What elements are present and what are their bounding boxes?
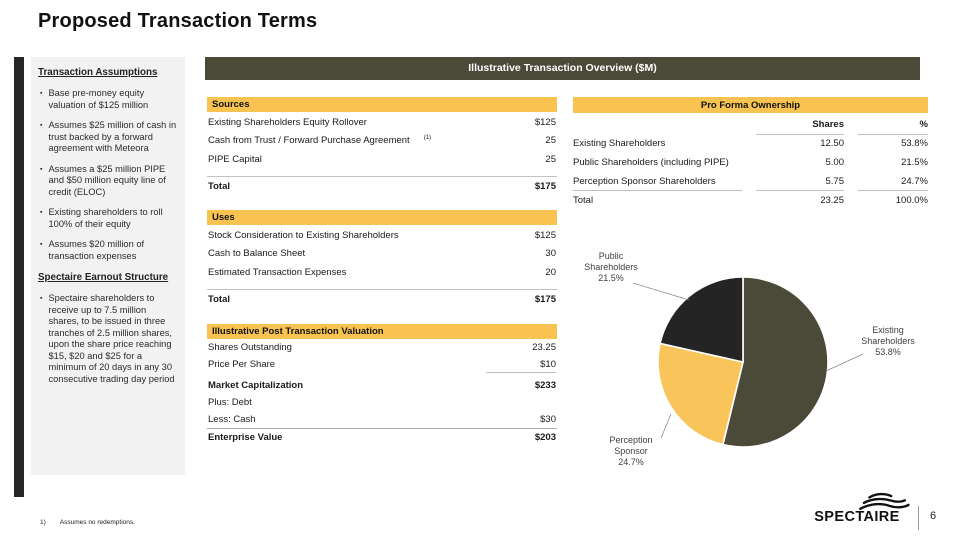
row-label: Public Shareholders (including PIPE) (573, 156, 729, 168)
row-label: Perception Sponsor Shareholders (573, 175, 716, 187)
table-row (207, 356, 557, 376)
list-item: ▪ Assumes $20 million of transaction expenses (38, 239, 178, 262)
table-row (207, 112, 557, 131)
uses-table (207, 210, 557, 309)
footnote-number: 1) (40, 519, 46, 526)
row-label: Cash to Balance Sheet (208, 248, 306, 259)
row-label: Existing Shareholders (573, 138, 666, 150)
row-label: Market Capitalization (208, 379, 304, 391)
sidebar-heading-assumptions: Transaction Assumptions (38, 67, 158, 78)
row-value: $30 (540, 413, 556, 425)
total-label: Total (208, 180, 230, 192)
ownership-pie-chart (575, 243, 940, 488)
table-row (207, 394, 557, 411)
row-value: 20 (545, 266, 556, 278)
table-row (207, 131, 557, 150)
list-item: ▪ Spectaire shareholders to receive up to 7.5 million shares, to be issued in three tranches of 2.5 million shares, upon the share price reaching $15, $20 and $25 for a minimum of 20 days in any 30 consecutive trading day period (38, 293, 178, 385)
footnote-marker: (1) (423, 135, 432, 141)
total-label: Total (573, 190, 742, 210)
row-shares: 5.75 (825, 175, 844, 187)
sidebar-heading-earnout: Spectaire Earnout Structure (38, 272, 169, 283)
row-shares: 5.00 (825, 156, 844, 168)
uses-header: Uses (207, 210, 557, 225)
row-label: Cash from Trust / Forward Purchase Agreement (208, 135, 410, 147)
table-row (207, 225, 557, 244)
row-label: Estimated Transaction Expenses (208, 266, 347, 278)
row-label: Plus: Debt (208, 396, 252, 408)
column-header-pct: % (858, 115, 928, 135)
list-item: ▪ Assumes $25 million of cash in trust backed by a forward agreement with Meteora (38, 120, 178, 155)
table-row (207, 149, 557, 168)
total-value: $175 (534, 180, 556, 192)
table-row (207, 376, 557, 393)
pie-label-perception: Perception Sponsor 24.7% (609, 435, 653, 467)
row-pct: 21.5% (901, 156, 928, 168)
list-item: ▪ Assumes a $25 million PIPE and $50 million equity line of credit (ELOC) (38, 164, 178, 199)
page-divider (918, 506, 919, 530)
table-row (207, 262, 557, 281)
page-title: Proposed Transaction Terms (38, 10, 318, 32)
row-value: $125 (534, 116, 556, 128)
valuation-header: Illustrative Post Transaction Valuation (207, 324, 557, 339)
sources-table (207, 97, 557, 196)
table-row (207, 411, 557, 428)
row-pct: 53.8% (901, 138, 928, 150)
row-label: PIPE Capital (208, 153, 262, 165)
page-number: 6 (930, 510, 937, 522)
uses-total-row (207, 289, 557, 309)
table-row (207, 428, 557, 446)
column-header-shares: Shares (756, 115, 844, 135)
sidebar (31, 57, 185, 475)
sources-total-row (207, 176, 557, 196)
ownership-header: Pro Forma Ownership (573, 97, 928, 113)
table-row (207, 244, 557, 263)
row-value: $203 (534, 432, 556, 444)
pie-label-existing: Existing Shareholders 53.8% (861, 325, 915, 357)
sources-header: Sources (207, 97, 557, 112)
total-pct: 100.0% (858, 190, 928, 210)
row-label: Price Per Share (208, 359, 276, 371)
ownership-table (573, 97, 928, 210)
row-label: Stock Consideration to Existing Shareholders (208, 229, 399, 241)
table-row (207, 339, 557, 356)
total-label: Total (208, 293, 230, 305)
company-logo (800, 492, 960, 538)
spacer-cell (573, 115, 742, 135)
list-item: ▪ Existing shareholders to roll 100% of their equity (38, 207, 178, 230)
row-shares: 12.50 (820, 138, 844, 150)
row-value: 23.25 (532, 342, 556, 354)
total-shares: 23.25 (756, 190, 844, 210)
row-label: Shares Outstanding (208, 342, 292, 354)
pie-slices (658, 277, 828, 447)
row-label: Existing Shareholders Equity Rollover (208, 116, 367, 128)
row-pct: 24.7% (901, 175, 928, 187)
row-value: 30 (545, 248, 556, 259)
row-label: Less: Cash (208, 413, 256, 425)
overview-banner: Illustrative Transaction Overview ($M) (205, 57, 920, 80)
row-value: 25 (545, 135, 556, 146)
footnote (40, 519, 135, 526)
row-value: $125 (534, 229, 556, 241)
leader-line-public (633, 283, 689, 300)
row-label: Enterprise Value (208, 432, 283, 444)
valuation-table (207, 324, 557, 446)
row-value: 25 (545, 153, 556, 165)
footnote-text: Assumes no redemptions. (59, 519, 135, 526)
row-value: $233 (534, 379, 556, 391)
pie-label-public: Public Shareholders 21.5% (584, 251, 638, 283)
row-value: $10 (486, 359, 556, 373)
sidebar-accent-bar (14, 57, 24, 497)
total-value: $175 (534, 293, 556, 305)
list-item: ▪ Base pre-money equity valuation of $125 million (38, 88, 178, 111)
logo-wordmark: SPECTAIRE (814, 509, 900, 525)
